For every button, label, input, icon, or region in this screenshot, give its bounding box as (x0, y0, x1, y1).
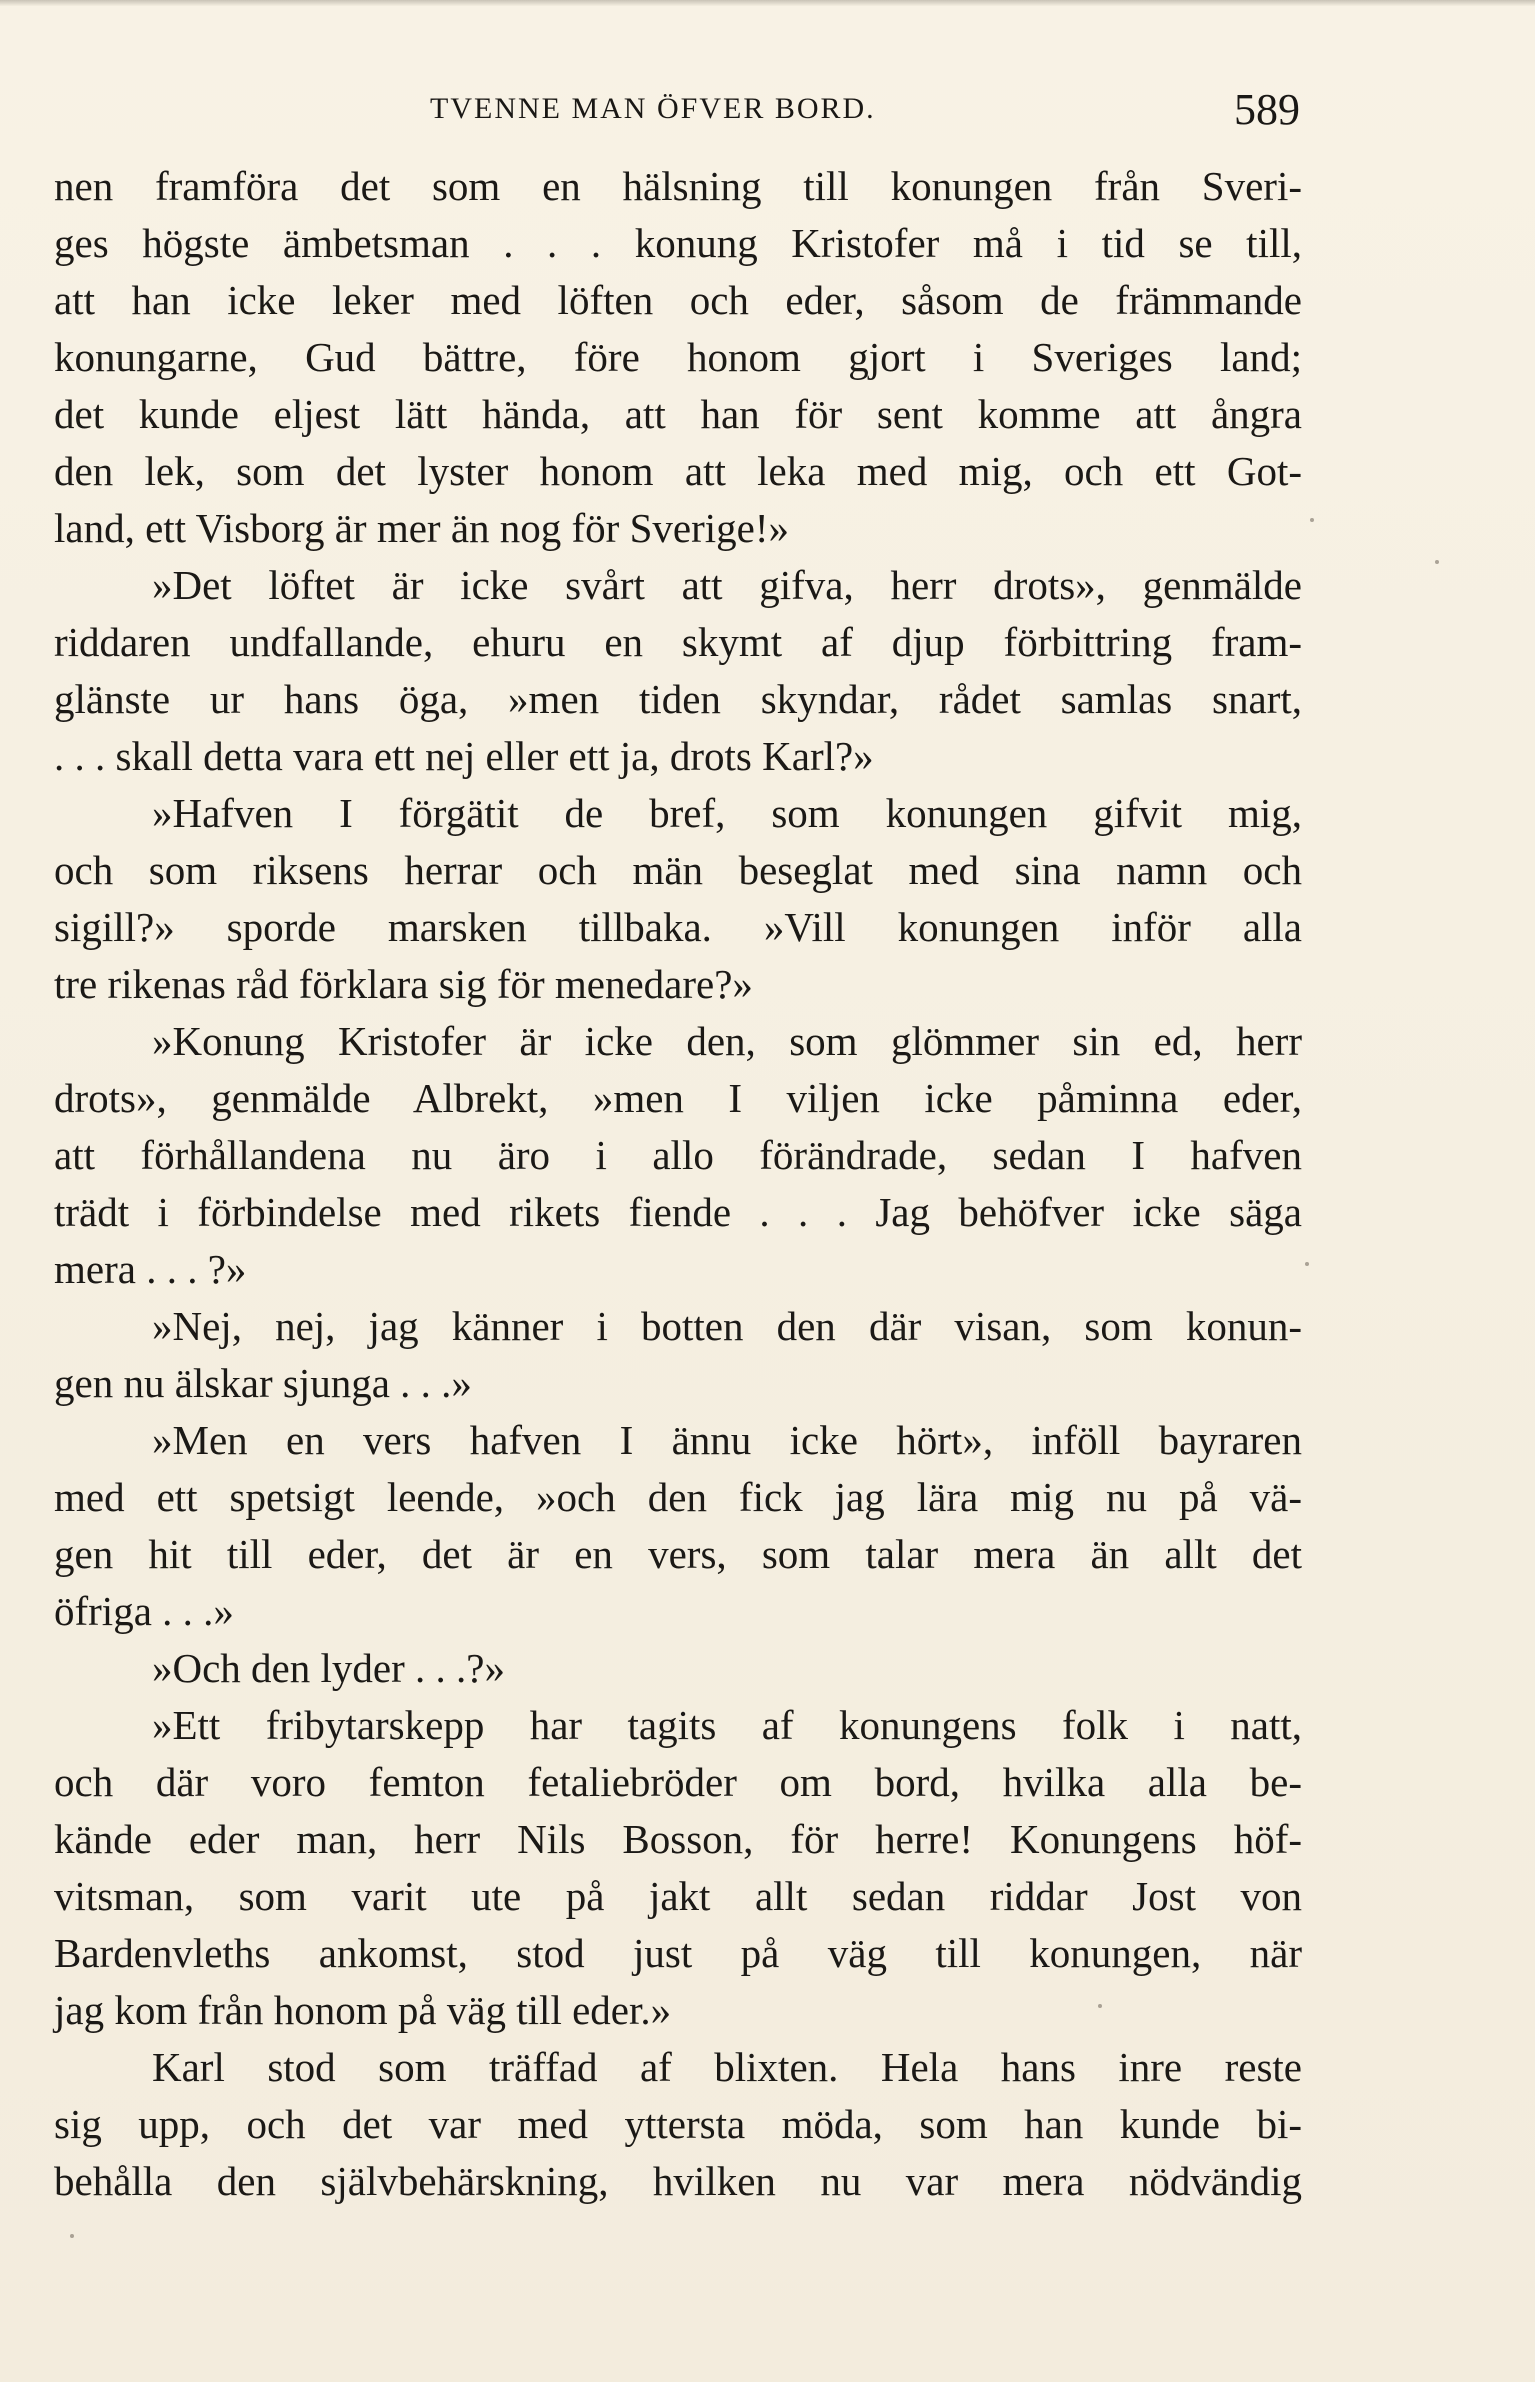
text-line: vitsman, som varit ute på jakt allt sedan riddar Jost von (54, 1873, 1302, 1919)
text-line: Karl stod som träffad af blixten. Hela hans inre reste (152, 2044, 1302, 2090)
paper-speck (1435, 560, 1439, 564)
text-line: land, ett Visborg är mer än nog för Sverige!» (54, 505, 789, 551)
text-line: det kunde eljest lätt hända, att han för sent komme att ångra (54, 391, 1302, 437)
text-line: drots», genmälde Albrekt, »men I viljen icke påminna eder, (54, 1075, 1302, 1121)
text-line: sig upp, och det var med yttersta möda, som han kunde bi- (54, 2101, 1302, 2147)
page-number: 589 (1234, 85, 1300, 134)
text-line: och som riksens herrar och män beseglat med sina namn och (54, 847, 1302, 893)
running-title: TVENNE MAN ÖFVER BORD. (430, 92, 876, 125)
paper-speck (1098, 2004, 1102, 2008)
text-line: . . . skall detta vara ett nej eller ett ja, drots Karl?» (54, 733, 874, 779)
paper-speck (1310, 518, 1314, 522)
paper-speck (1305, 1262, 1309, 1266)
text-line: jag kom från honom på väg till eder.» (54, 1987, 672, 2033)
text-line: att han icke leker med löften och eder, såsom de främmande (54, 277, 1302, 323)
text-line: kände eder man, herr Nils Bosson, för herre! Konungens höf- (54, 1816, 1302, 1862)
text-line: nen framföra det som en hälsning till konungen från Sveri- (54, 163, 1302, 209)
text-line: »Men en vers hafven I ännu icke hört», inföll bayraren (152, 1417, 1302, 1463)
text-line: och där voro femton fetaliebröder om bord, hvilka alla be- (54, 1759, 1302, 1805)
text-line: trädt i förbindelse med rikets fiende . . . Jag behöfver icke säga (54, 1189, 1302, 1235)
text-line: den lek, som det lyster honom att leka med mig, och ett Got- (54, 448, 1302, 494)
text-line: ges högste ämbetsman . . . konung Kristofer må i tid se till, (54, 220, 1302, 266)
text-line: öfriga . . .» (54, 1588, 234, 1634)
text-line: att förhållandena nu äro i allo förändrade, sedan I hafven (54, 1132, 1302, 1178)
text-line: »Hafven I förgätit de bref, som konungen gifvit mig, (152, 790, 1302, 836)
text-line: glänste ur hans öga, »men tiden skyndar, rådet samlas snart, (54, 676, 1302, 722)
page-header (430, 84, 1300, 134)
body-text (54, 158, 1302, 2210)
text-line: tre rikenas råd förklara sig för menedare?» (54, 961, 753, 1007)
text-line: »Det löftet är icke svårt att gifva, herr drots», genmälde (152, 562, 1302, 608)
text-line: konungarne, Gud bättre, före honom gjort i Sveriges land; (54, 334, 1302, 380)
text-line: »Och den lyder . . .?» (152, 1645, 505, 1691)
text-line: sigill?» sporde marsken tillbaka. »Vill konungen inför alla (54, 904, 1302, 950)
text-line: med ett spetsigt leende, »och den fick jag lära mig nu på vä- (54, 1474, 1302, 1520)
text-line: riddaren undfallande, ehuru en skymt af djup förbittring fram- (54, 619, 1302, 665)
page-top-edge (0, 0, 1535, 6)
paper-speck (70, 2234, 74, 2238)
text-line: gen nu älskar sjunga . . .» (54, 1360, 472, 1406)
text-line: behålla den självbehärskning, hvilken nu var mera nödvändig (54, 2158, 1302, 2204)
text-line: »Ett fribytarskepp har tagits af konungens folk i natt, (152, 1702, 1302, 1748)
text-line: Bardenvleths ankomst, stod just på väg till konungen, när (54, 1930, 1302, 1976)
text-line: »Nej, nej, jag känner i botten den där visan, som konun- (152, 1303, 1302, 1349)
text-line: mera . . . ?» (54, 1246, 247, 1292)
text-line: »Konung Kristofer är icke den, som glömmer sin ed, herr (152, 1018, 1302, 1064)
text-line: gen hit till eder, det är en vers, som talar mera än allt det (54, 1531, 1302, 1577)
